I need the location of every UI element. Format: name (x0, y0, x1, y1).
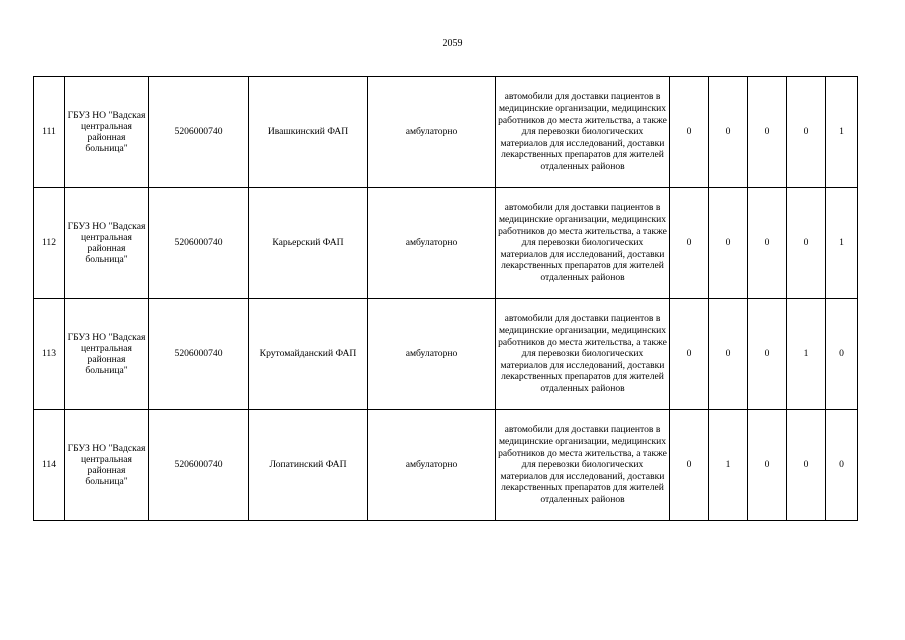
unit-name: Карьерский ФАП (249, 188, 368, 299)
value-cell-3: 0 (748, 77, 787, 188)
table-row (34, 188, 858, 299)
care-condition: амбулаторно (368, 299, 496, 410)
organization-name: ГБУЗ НО "Вадская центральная районная больница" (65, 410, 149, 521)
unit-name: Ивашкинский ФАП (249, 77, 368, 188)
vehicle-purpose: автомобили для доставки пациентов в медицинские организации, медицинских работников до места жительства, а также для перевозки биологических материалов для исследований, доставки лекарственных препаратов для жителей отдаленных районов (496, 410, 670, 521)
unit-name: Крутомайданский ФАП (249, 299, 368, 410)
vehicle-purpose: автомобили для доставки пациентов в медицинские организации, медицинских работников до места жительства, а также для перевозки биологических материалов для исследований, доставки лекарственных препаратов для жителей отдаленных районов (496, 299, 670, 410)
value-cell-4: 0 (787, 410, 826, 521)
vehicle-purpose: автомобили для доставки пациентов в медицинские организации, медицинских работников до места жительства, а также для перевозки биологических материалов для исследований, доставки лекарственных препаратов для жителей отдаленных районов (496, 77, 670, 188)
value-cell-5: 1 (826, 188, 858, 299)
value-cell-3: 0 (748, 188, 787, 299)
table-row (34, 410, 858, 521)
organization-inn: 5206000740 (149, 299, 249, 410)
table-row (34, 299, 858, 410)
value-cell-3: 0 (748, 299, 787, 410)
organization-inn: 5206000740 (149, 410, 249, 521)
unit-name: Лопатинский ФАП (249, 410, 368, 521)
value-cell-1: 0 (670, 77, 709, 188)
vehicle-purpose: автомобили для доставки пациентов в медицинские организации, медицинских работников до места жительства, а также для перевозки биологических материалов для исследований, доставки лекарственных препаратов для жителей отдаленных районов (496, 188, 670, 299)
row-number: 113 (34, 299, 65, 410)
organization-name: ГБУЗ НО "Вадская центральная районная больница" (65, 188, 149, 299)
value-cell-2: 1 (709, 410, 748, 521)
value-cell-3: 0 (748, 410, 787, 521)
care-condition: амбулаторно (368, 188, 496, 299)
row-number: 112 (34, 188, 65, 299)
value-cell-4: 0 (787, 188, 826, 299)
value-cell-5: 0 (826, 299, 858, 410)
value-cell-2: 0 (709, 299, 748, 410)
organization-name: ГБУЗ НО "Вадская центральная районная больница" (65, 299, 149, 410)
row-number: 114 (34, 410, 65, 521)
value-cell-5: 1 (826, 77, 858, 188)
value-cell-1: 0 (670, 299, 709, 410)
organization-inn: 5206000740 (149, 77, 249, 188)
value-cell-2: 0 (709, 188, 748, 299)
organization-inn: 5206000740 (149, 188, 249, 299)
table-row (34, 77, 858, 188)
value-cell-4: 0 (787, 77, 826, 188)
value-cell-2: 0 (709, 77, 748, 188)
organization-name: ГБУЗ НО "Вадская центральная районная больница" (65, 77, 149, 188)
row-number: 111 (34, 77, 65, 188)
value-cell-1: 0 (670, 188, 709, 299)
care-condition: амбулаторно (368, 77, 496, 188)
value-cell-5: 0 (826, 410, 858, 521)
value-cell-1: 0 (670, 410, 709, 521)
care-condition: амбулаторно (368, 410, 496, 521)
value-cell-4: 1 (787, 299, 826, 410)
facilities-table (33, 76, 858, 521)
page-number: 2059 (442, 38, 463, 49)
